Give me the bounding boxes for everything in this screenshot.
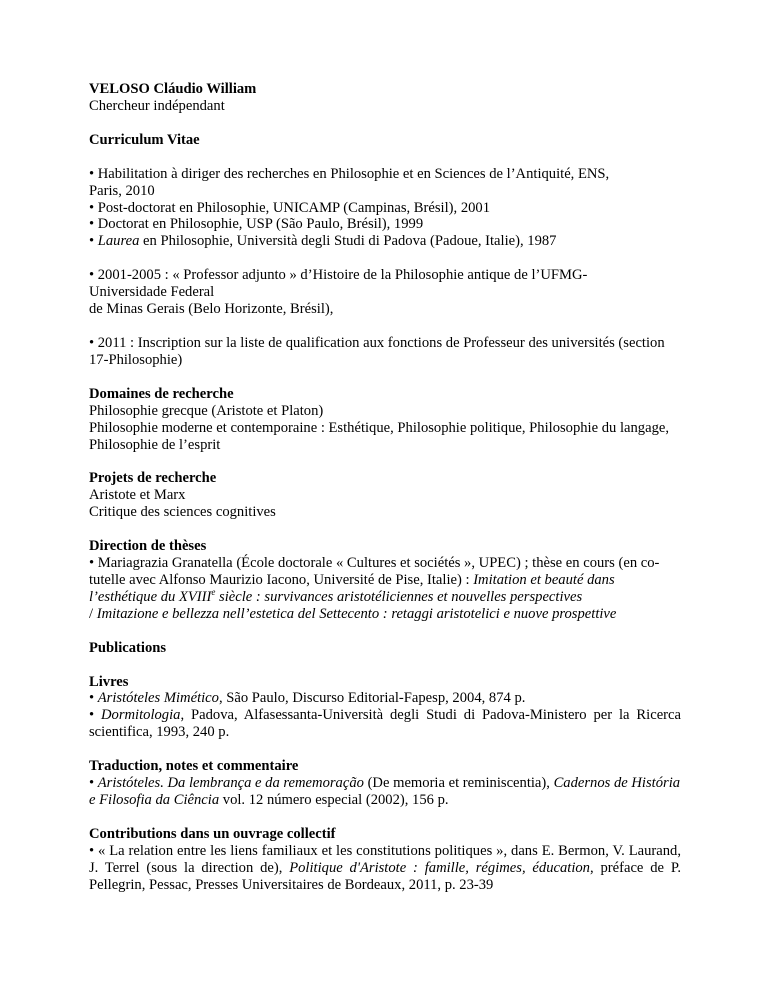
publications-heading — [89, 640, 681, 657]
degree-line-laurea — [89, 233, 681, 250]
section-title: Domaines de recherche — [89, 385, 234, 402]
title-separator: / — [89, 605, 97, 622]
cv-page — [89, 81, 681, 894]
thesis-title-fr: Imitation et beauté dans l’esthétique du XVIIIe siècle : survivances aristotéliciennes et nouvelles perspectives — [89, 571, 615, 605]
subsection-title: Contributions dans un ouvrage collectif — [89, 825, 336, 842]
projet-item: Critique des sciences cognitives — [89, 504, 276, 521]
subsection-title: Traduction, notes et commentaire — [89, 758, 299, 775]
qualification-entry — [89, 335, 681, 369]
degrees-list — [89, 166, 681, 251]
section-title: Direction de thèses — [89, 538, 207, 555]
qualification-text: • 2011 : Inscription sur la liste de qualification aux fonctions de Professeur des universités (section 17-Philosophie) — [89, 334, 665, 368]
book-title: Aristóteles Mimético — [97, 690, 219, 707]
book-item: • Dormitologia, Padova, Alfasessanta-Università degli Studi di Padova-Ministero per la Ricerca scientifica, 1993, 240 p. — [89, 707, 681, 741]
degree-line: Paris, 2010 — [89, 182, 155, 199]
degree-line: • Habilitation à diriger des recherches en Philosophie et en Sciences de l’Antiquité, ENS, — [89, 165, 610, 182]
laurea-rest: en Philosophie, Università degli Studi di Padova (Padoue, Italie), 1987 — [139, 233, 557, 250]
century-superscript: e — [211, 586, 216, 597]
degree-line: • Doctorat en Philosophie, USP (São Paulo, Brésil), 1999 — [89, 216, 424, 233]
section-title: Publications — [89, 639, 167, 656]
laurea-title: Laurea — [97, 233, 140, 250]
position-line: • 2001-2005 : « Professor adjunto » d’Histoire de la Philosophie antique de l’UFMG- — [89, 267, 588, 284]
domaines-section — [89, 386, 681, 454]
direction-entry-it — [89, 606, 681, 623]
section-title: Curriculum Vitae — [89, 131, 200, 148]
direction-entry — [89, 555, 681, 606]
contribution-item: • « La relation entre les liens familiaux et les constitutions politiques », dans E. Bermon, V. Laurand, J. Terrel (sous la direction de), Politique d'Aristote : famille, régimes, éducation, préface de P. Pellegrin, Pessac, Presses Universitaires de Bordeaux, 2011, p. 23-39 — [89, 842, 681, 893]
book-title: Politique d'Aristote : famille, régimes, éducation — [289, 859, 590, 876]
position-line: Universidade Federal — [89, 284, 215, 301]
translation-item: • Aristóteles. Da lembrança e da rememoração (De memoria et reminiscentia), Cadernos de História e Filosofia da Ciência vol. 12 número especial (2002), 156 p. — [89, 775, 681, 808]
bullet: • — [89, 233, 98, 250]
direction-section — [89, 538, 681, 623]
traduction-section — [89, 758, 681, 809]
book-item: • Aristóteles Mimético, São Paulo, Discurso Editorial-Fapesp, 2004, 874 p. — [89, 690, 526, 707]
projets-section — [89, 470, 681, 521]
projet-item: Aristote et Marx — [89, 487, 186, 504]
thesis-title-it: Imitazione e bellezza nell’estetica del Settecento : retaggi aristotelici e nuove prospettive — [96, 605, 617, 622]
direction-intro: • Mariagrazia Granatella (École doctorale « Cultures et sociétés », UPEC) ; thèse en cours (en co-tutelle avec Alfonso Maurizio Iacono, Université de Pise, Italie) : — [89, 555, 660, 588]
cv-heading — [89, 132, 681, 149]
domaine-item: Philosophie grecque (Aristote et Platon) — [89, 402, 324, 419]
section-title: Projets de recherche — [89, 470, 217, 487]
livres-section — [89, 674, 681, 742]
journal-title: Cadernos de História e Filosofia da Ciência — [89, 775, 681, 808]
contributions-section — [89, 826, 681, 894]
translation-title: Aristóteles. Da lembrança e da rememoração — [97, 775, 364, 792]
degree-line: • Post-doctorat en Philosophie, UNICAMP (Campinas, Brésil), 2001 — [89, 199, 491, 216]
header-block — [89, 81, 681, 115]
subsection-title: Livres — [89, 673, 129, 690]
book-title: Dormitologia — [101, 707, 181, 724]
position-entry — [89, 267, 681, 318]
position-line: de Minas Gerais (Belo Horizonte, Brésil), — [89, 301, 334, 318]
author-role: Chercheur indépendant — [89, 97, 225, 114]
author-name: VELOSO Cláudio William — [89, 81, 257, 97]
domaine-item: Philosophie moderne et contemporaine : Esthétique, Philosophie politique, Philosophie du langage, Philosophie de l’esprit — [89, 419, 670, 453]
